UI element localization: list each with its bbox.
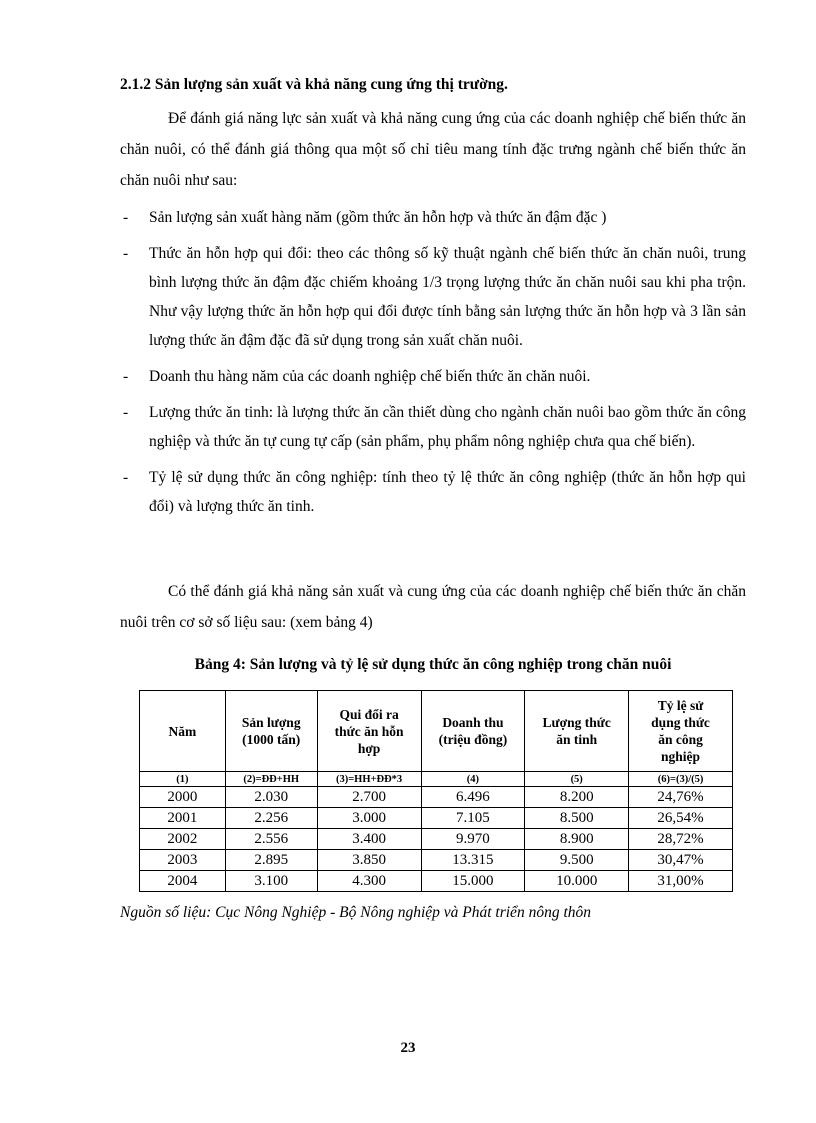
header-cell: Sản lượng (1000 tấn) <box>225 691 317 772</box>
bullet-marker: - <box>123 404 129 421</box>
data-table <box>139 690 733 892</box>
closing-paragraph: Có thể đánh giá khả năng sản xuất và cung ứng của các doanh nghiệp chế biến thức ăn chăn nuôi trên cơ sở số liệu sau: (xem bảng 4) <box>120 583 746 631</box>
table-cell: 7.105 <box>421 808 525 829</box>
bullet-marker: - <box>123 209 129 226</box>
bullet-marker: - <box>123 469 129 486</box>
list-item-text: Tỷ lệ sử dụng thức ăn công nghiệp: tính theo tỷ lệ thức ăn công nghiệp (thức ăn hỗn hợp qui đổi) và lượng thức ăn tinh. <box>149 469 746 515</box>
list-item-text: Lượng thức ăn tinh: là lượng thức ăn cần thiết dùng cho ngành chăn nuôi bao gồm thức ăn công nghiệp và thức ăn tự cung tự cấp (sản phẩm, phụ phẩm nông nghiệp chưa qua chế biến). <box>149 404 746 450</box>
header-cell: Qui đổi ra thức ăn hỗn hợp <box>317 691 421 772</box>
table-cell: 2.895 <box>225 850 317 871</box>
table-cell: 26,54% <box>629 808 733 829</box>
table-cell: 2002 <box>140 829 226 850</box>
list-item <box>120 203 746 232</box>
table-cell: 4.300 <box>317 871 421 892</box>
section-heading: 2.1.2 Sản lượng sản xuất và khả năng cung ứng thị trường. <box>120 76 508 93</box>
table-cell: 2.556 <box>225 829 317 850</box>
column-code: (1) <box>140 772 226 787</box>
table-cell: 3.400 <box>317 829 421 850</box>
column-code: (3)=HH+ĐĐ*3 <box>317 772 421 787</box>
table-row <box>140 829 733 850</box>
list-item-text: Thức ăn hỗn hợp qui đổi: theo các thông số kỹ thuật ngành chế biến thức ăn chăn nuôi, trung bình lượng thức ăn đậm đặc chiếm khoảng 1/3 trọng lượng thức ăn chăn nuôi sau khi pha trộn. Như vậy lượng thức ăn hỗn hợp qui đổi được tính bằng sản lượng thức ăn hỗn hợp và 3 lần sản lượng thức ăn đậm đặc đã sử dụng trong sản xuất chăn nuôi. <box>149 245 746 349</box>
table-cell: 15.000 <box>421 871 525 892</box>
table-caption: Bảng 4: Sản lượng và tỷ lệ sử dụng thức ăn công nghiệp trong chăn nuôi <box>194 656 672 673</box>
header-cell: Lượng thức ăn tinh <box>525 691 629 772</box>
table-cell: 9.500 <box>525 850 629 871</box>
source-note: Nguồn số liệu: Cục Nông Nghiệp - Bộ Nông nghiệp và Phát triển nông thôn <box>120 904 591 921</box>
table-cell: 2.256 <box>225 808 317 829</box>
bullet-marker: - <box>123 245 129 262</box>
table-cell: 28,72% <box>629 829 733 850</box>
table-cell: 31,00% <box>629 871 733 892</box>
table-cell: 8.900 <box>525 829 629 850</box>
list-item-text: Sản lượng sản xuất hàng năm (gồm thức ăn hỗn hợp và thức ăn đậm đặc ) <box>149 209 607 226</box>
table-row <box>140 787 733 808</box>
table-cell: 2.700 <box>317 787 421 808</box>
column-code: (2)=ĐĐ+HH <box>225 772 317 787</box>
list-item <box>120 398 746 456</box>
table-cell: 8.200 <box>525 787 629 808</box>
table-cell: 30,47% <box>629 850 733 871</box>
table-cell: 2.030 <box>225 787 317 808</box>
table-cell: 2003 <box>140 850 226 871</box>
list-item <box>120 362 746 391</box>
table-cell: 13.315 <box>421 850 525 871</box>
table-header-row <box>140 691 733 772</box>
table-cell: 3.850 <box>317 850 421 871</box>
list-item <box>120 463 746 521</box>
page-number: 23 <box>400 1040 416 1056</box>
header-cell: Năm <box>140 691 226 772</box>
table-row <box>140 808 733 829</box>
table-cell: 3.000 <box>317 808 421 829</box>
table-cell: 2001 <box>140 808 226 829</box>
table-row <box>140 871 733 892</box>
column-code: (6)=(3)/(5) <box>629 772 733 787</box>
table-cell: 8.500 <box>525 808 629 829</box>
header-cell: Doanh thu (triệu đồng) <box>421 691 525 772</box>
criteria-list <box>120 203 746 528</box>
table-cell: 9.970 <box>421 829 525 850</box>
table-cell: 2000 <box>140 787 226 808</box>
bullet-marker: - <box>123 368 129 385</box>
list-item-text: Doanh thu hàng năm của các doanh nghiệp chế biến thức ăn chăn nuôi. <box>149 368 591 385</box>
table-cell: 24,76% <box>629 787 733 808</box>
intro-paragraph: Để đánh giá năng lực sản xuất và khả năng cung ứng của các doanh nghiệp chế biến thức ăn chăn nuôi, có thể đánh giá thông qua một số chỉ tiêu mang tính đặc trưng ngành chế biến thức ăn chăn nuôi như sau: <box>120 110 746 189</box>
table-row <box>140 850 733 871</box>
table-cell: 10.000 <box>525 871 629 892</box>
table-cell: 2004 <box>140 871 226 892</box>
column-code-row <box>140 772 733 787</box>
column-code: (4) <box>421 772 525 787</box>
table-cell: 6.496 <box>421 787 525 808</box>
list-item <box>120 239 746 355</box>
column-code: (5) <box>525 772 629 787</box>
header-cell: Tỷ lệ sử dụng thức ăn công nghiệp <box>629 691 733 772</box>
table-cell: 3.100 <box>225 871 317 892</box>
